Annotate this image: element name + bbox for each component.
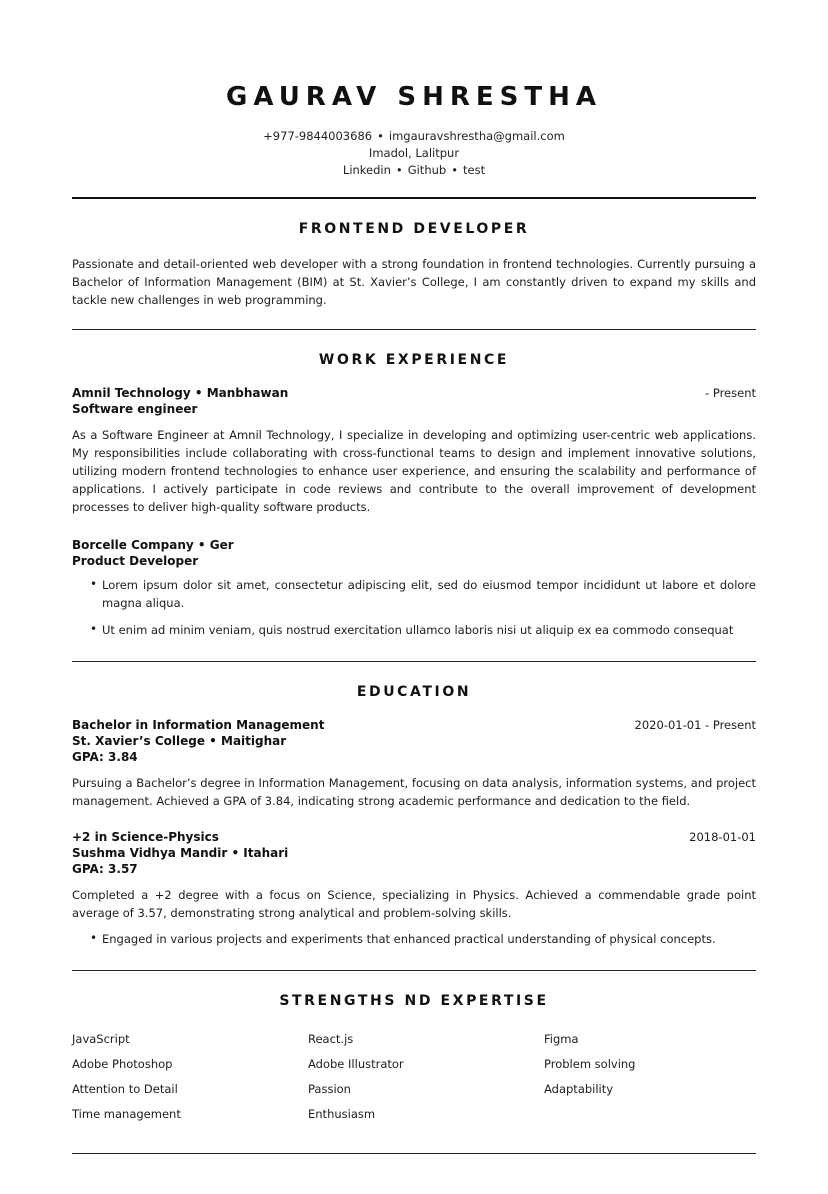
separator-dot: • (451, 163, 458, 177)
skill-item: Enthusiasm (308, 1107, 376, 1121)
education-description: Pursuing a Bachelor’s degree in Information Management, focusing on data analysis, information systems, and project management. Achieved a GPA of 3.84, indicating strong academic performance and dedication to the field. (72, 776, 756, 808)
contact-line-2 (72, 145, 756, 162)
education-gpa: GPA: 3.57 (72, 862, 138, 876)
education-school: St. Xavier’s College • Maitighar (72, 734, 287, 748)
work-body-wrap (72, 426, 756, 516)
skill-item: React.js (308, 1032, 354, 1046)
education-entry (72, 830, 756, 948)
list-item: • Lorem ipsum dolor sit amet, consectetur adipiscing elit, sed do eiusmod tempor incididunt ut labore et dolore magna aliqua. (90, 576, 756, 612)
phone-text: +977-9844003686 (263, 129, 373, 143)
section-heading-work: WORK EXPERIENCE (318, 352, 510, 368)
work-entry-head (72, 386, 756, 400)
work-role: Software engineer (72, 402, 198, 416)
summary-text: Passionate and detail-oriented web developer with a strong foundation in frontend technologies. Currently pursuing a Bachelor of Information Management (BIM) at St. Xavier’s College, I am constantly driven to expand my skills and tackle new challenges in web programming. (72, 257, 756, 307)
contact-line-3 (72, 162, 756, 179)
skill-item: Problem solving (544, 1057, 636, 1071)
education-description: Completed a +2 degree with a focus on Science, specializing in Physics. Achieved a commendable grade point average of 3.57, demonstrating strong analytical and problem-solving skills. (72, 888, 756, 920)
github-link[interactable]: Github (407, 163, 447, 177)
address-text: Imadol, Lalitpur (368, 146, 460, 160)
skills-column (544, 1027, 756, 1127)
summary-divider (72, 329, 756, 330)
skill-item: Time management (72, 1107, 181, 1121)
linkedin-link[interactable]: Linkedin (342, 163, 391, 177)
education-bullet-list (72, 930, 756, 948)
education-date: 2018-01-01 (689, 830, 756, 844)
education-divider (72, 970, 756, 971)
skill-item: Adobe Photoshop (72, 1057, 173, 1071)
skill-item: Passion (308, 1082, 351, 1096)
separator-dot: • (395, 163, 403, 177)
header-divider (72, 197, 756, 199)
candidate-name: GAURAV SHRESTHA (226, 82, 602, 112)
contact-line-1 (72, 128, 756, 145)
work-date: - Present (705, 386, 756, 400)
footer-divider (72, 1153, 756, 1154)
list-item: • Ut enim ad minim veniam, quis nostrud exercitation ullamco laboris nisi ut aliquip ex ea commodo consequat (90, 621, 756, 639)
work-role: Product Developer (72, 554, 199, 568)
education-body-wrap (72, 774, 756, 810)
skills-column (308, 1027, 520, 1127)
skill-item: Attention to Detail (72, 1082, 178, 1096)
skills-column (72, 1027, 284, 1127)
education-entry (72, 718, 756, 810)
education-degree: +2 in Science-Physics (72, 830, 219, 844)
education-entry-head (72, 830, 756, 844)
skill-item: Adobe Illustrator (308, 1057, 404, 1071)
education-degree: Bachelor in Information Management (72, 718, 325, 732)
job-title: FRONTEND DEVELOPER (298, 221, 530, 237)
work-bullet-list (72, 576, 756, 639)
work-entry (72, 386, 756, 516)
skill-item: Adaptability (544, 1082, 614, 1096)
section-heading-education: EDUCATION (356, 684, 472, 700)
separator-dot: • (377, 129, 384, 143)
work-entry (72, 538, 756, 639)
education-body-wrap (72, 886, 756, 948)
skill-item: Figma (544, 1032, 579, 1046)
education-school: Sushma Vidhya Mandir • Itahari (72, 846, 289, 860)
skills-grid (72, 1027, 756, 1127)
skill-item: JavaScript (72, 1032, 130, 1046)
work-description: As a Software Engineer at Amnil Technology, I specialize in developing and optimizing user-centric web applications. My responsibilities include collaborating with cross-functional teams to design and implement innovative solutions, utilizing modern frontend technologies to enhance user experience, and ensuring the scalability and performance of applications. I actively participate in code reviews and contribute to the overall improvement of development processes to deliver high-quality software products. (72, 428, 756, 514)
work-divider (72, 661, 756, 662)
work-org: Borcelle Company • Ger (72, 538, 234, 552)
resume-header (72, 82, 756, 179)
work-org: Amnil Technology • Manbhawan (72, 386, 289, 400)
education-gpa: GPA: 3.84 (72, 750, 138, 764)
section-heading-strengths: STRENGTHS ND EXPERTISE (279, 993, 549, 1009)
education-entry-head (72, 718, 756, 732)
work-entry-head (72, 538, 756, 552)
list-item: • Engaged in various projects and experiments that enhanced practical understanding of physical concepts. (90, 930, 756, 948)
education-date: 2020-01-01 - Present (634, 718, 756, 732)
test-link[interactable]: test (463, 163, 486, 177)
email-text: imgauravshrestha@gmail.com (388, 129, 565, 143)
